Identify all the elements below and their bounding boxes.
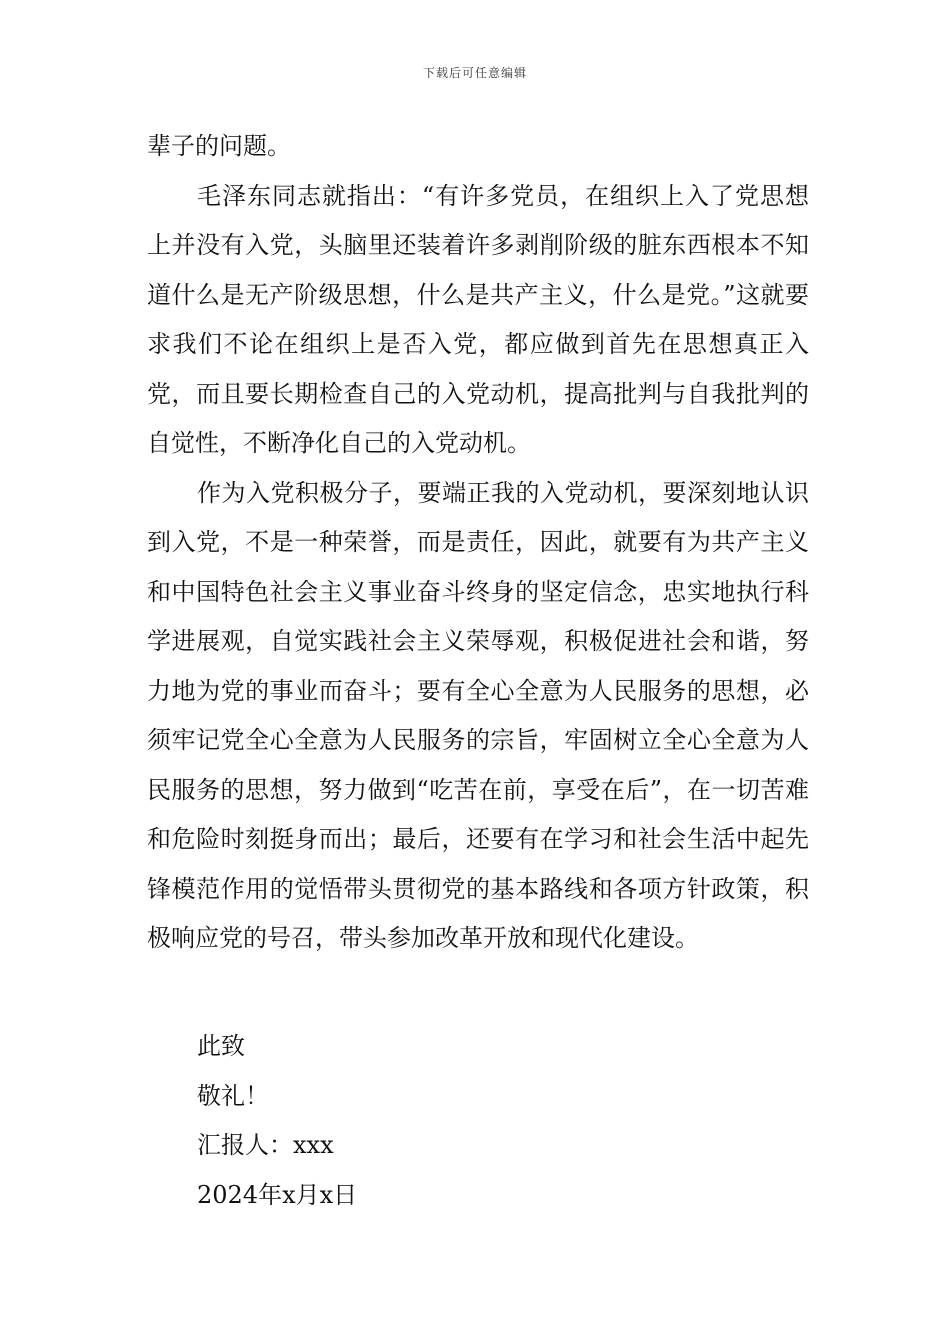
paragraph-continuation: 辈子的问题。 — [147, 132, 291, 160]
paragraph-mao-quote: 毛泽东同志就指出：“有许多党员，在组织上入了党思想上并没有入党，头脑里还装着许多剥削阶级的脏东西根本不知道什么是无产阶级思想，什么是共产主义，什么是党。”这就要求我们不论在组织上是否入党，都应做到首先在思想真正入党，而且要长期检查自己的入党动机，提高批判与自我批判的自觉性，不断净化自己的入党动机。 — [147, 181, 809, 457]
date-line: 2024年x月x日 — [197, 1180, 358, 1209]
letter-closing — [197, 1022, 357, 1220]
salutation-cizhi: 此致 — [197, 1032, 245, 1060]
reporter-line: 汇报人：xxx — [197, 1131, 334, 1159]
paragraph-activist-motivation: 作为入党积极分子，要端正我的入党动机，要深刻地认识到入党，不是一种荣誉，而是责任，因此，就要有为共产主义和中国特色社会主义事业奋斗终身的坚定信念，忠实地执行科学进展观，自觉实践社会主义荣辱观，积极促进社会和谐，努力地为党的事业而奋斗；要有全心全意为人民服务的思想，必须牢记党全心全意为人民服务的宗旨，牢固树立全心全意为人民服务的思想，努力做到“吃苦在前，享受在后”，在一切苦难和危险时刻挺身而出；最后，还要有在学习和社会生活中起先锋模范作用的觉悟带头贯彻党的基本路线和各项方针政策，积极响应党的号召，带头参加改革开放和现代化建设。 — [147, 478, 809, 952]
document-body — [147, 122, 809, 964]
salutation-jingli: 敬礼！ — [197, 1081, 269, 1110]
page-header-note: 下载后可任意编辑 — [422, 66, 527, 80]
